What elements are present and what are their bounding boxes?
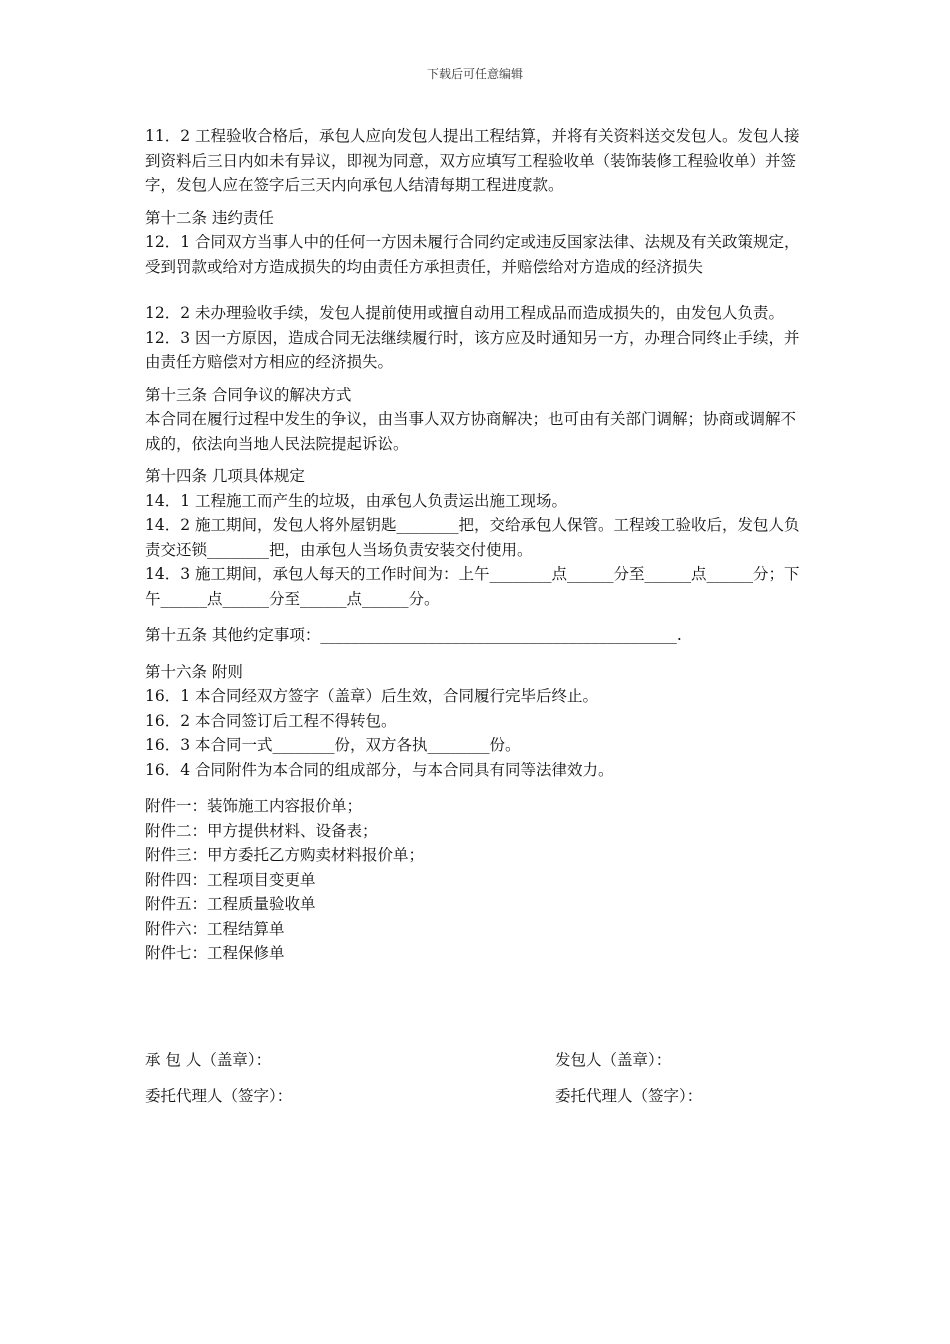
contractor-agent-label: 委托代理人（签字）： — [145, 1087, 293, 1105]
clause-11-2: 11．2 工程验收合格后，承包人应向发包人提出工程结算，并将有关资料送交发包人。发包人接到资料后三日内如未有异议，即视为同意，双方应填写工程验收单（装饰装修工程验收单）并签字，发包人应在签字后三天内向承包人结清每期工程进度款。 — [145, 127, 800, 194]
page-header: 下载后可任意编辑 — [426, 67, 523, 81]
clause-16-4: 16．4 合同附件为本合同的组成部分，与本合同具有同等法律效力。 — [145, 760, 614, 779]
clause-14-3: 14．3 施工期间，承包人每天的工作时间为：上午________点______分至______点______分；下午______点______分至______点______分。 — [145, 565, 800, 608]
attachment-3: 附件三：甲方委托乙方购卖材料报价单； — [145, 846, 425, 864]
article-14-heading: 第十四条 几项具体规定 — [145, 467, 305, 485]
client-agent-label: 委托代理人（签字）： — [555, 1087, 703, 1105]
article-15: 第十五条 其他约定事项：______________________________________________. — [145, 626, 682, 644]
attachment-2: 附件二：甲方提供材料、设备表； — [145, 821, 378, 840]
clause-16-2: 16．2 本合同签订后工程不得转包。 — [145, 711, 397, 730]
attachment-7: 附件七：工程保修单 — [145, 944, 285, 962]
article-12-heading: 第十二条 违约责任 — [145, 208, 274, 227]
contractor-seal-label: 承 包 人（盖章）： — [145, 1051, 272, 1069]
clause-14-2: 14．2 施工期间，发包人将外屋钥匙________把，交给承包人保管。工程竣工验收后，发包人负责交还锁________把，由承包人当场负责安装交付使用。 — [145, 516, 800, 559]
client-seal-label: 发包人（盖章）： — [555, 1051, 672, 1069]
clause-14-1: 14．1 工程施工而产生的垃圾，由承包人负责运出施工现场。 — [145, 491, 568, 510]
attachment-5: 附件五：工程质量验收单 — [145, 895, 316, 913]
article-13-heading: 第十三条 合同争议的解决方式 — [145, 385, 352, 404]
clause-12-1: 12．1 合同双方当事人中的任何一方因未履行合同约定或违反国家法律、法规及有关政策规定，受到罚款或给对方造成损失的均由责任方承担责任，并赔偿给对方造成的经济损失 — [145, 233, 800, 276]
clause-16-1: 16．1 本合同经双方签字（盖章）后生效，合同履行完毕后终止。 — [145, 687, 599, 705]
attachment-1: 附件一：装饰施工内容报价单； — [145, 797, 363, 815]
article-13-text: 本合同在履行过程中发生的争议，由当事人双方协商解决；也可由有关部门调解；协商或调解不成的，依法向当地人民法院提起诉讼。 — [145, 410, 797, 453]
attachment-4: 附件四：工程项目变更单 — [145, 870, 316, 889]
clause-12-3: 12．3 因一方原因，造成合同无法继续履行时，该方应及时通知另一方，办理合同终止手续，并由责任方赔偿对方相应的经济损失。 — [145, 328, 800, 371]
clause-16-3: 16．3 本合同一式________份，双方各执________份。 — [145, 736, 521, 754]
contract-body — [145, 124, 810, 966]
article-16-heading: 第十六条 附则 — [145, 662, 243, 681]
clause-12-2: 12．2 未办理验收手续，发包人提前使用或擅自动用工程成品而造成损失的，由发包人负责。 — [145, 304, 785, 322]
attachment-6: 附件六：工程结算单 — [145, 919, 285, 938]
